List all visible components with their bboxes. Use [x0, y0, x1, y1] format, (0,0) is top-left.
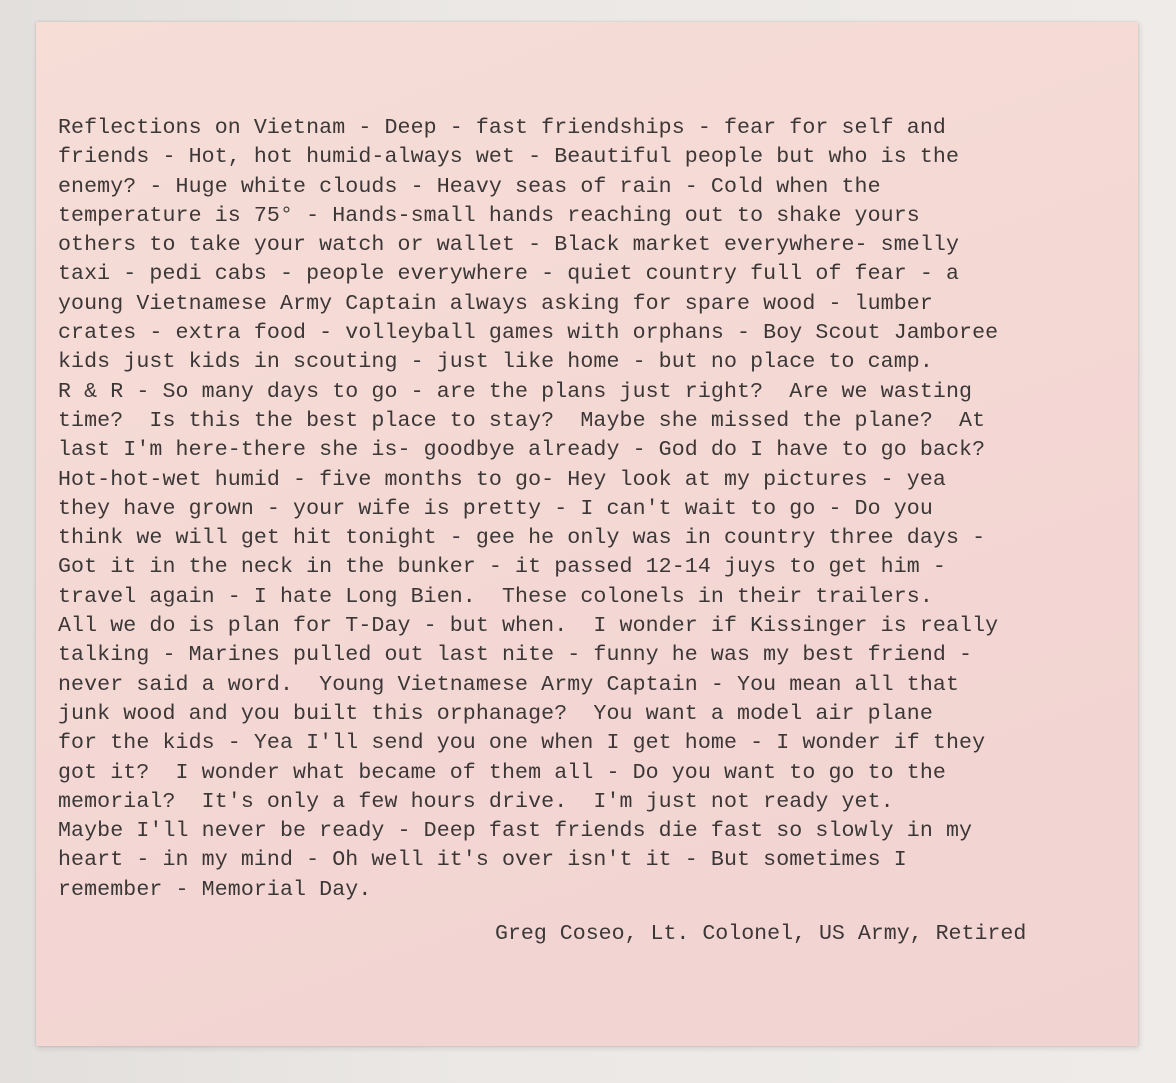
text-line: remember - Memorial Day. — [58, 877, 372, 902]
text-line: enemy? - Huge white clouds - Heavy seas of rain - Cold when the — [58, 174, 881, 199]
text-line: for the kids - Yea I'll send you one when I get home - I wonder if they — [58, 731, 986, 756]
text-line: Reflections on Vietnam - Deep - fast friendships - fear for self and — [58, 116, 946, 140]
text-line: talking - Marines pulled out last nite - funny he was my best friend - — [58, 643, 973, 668]
text-line: others to take your watch or wallet - Black market everywhere- smelly — [58, 233, 960, 258]
text-line: All we do is plan for T-Day - but when. I wonder if Kissinger is really — [58, 614, 999, 639]
text-line: Got it in the neck in the bunker - it passed 12-14 juys to get him - — [58, 555, 946, 580]
text-line: think we will get hit tonight - gee he only was in country three days - — [58, 526, 986, 551]
text-line: time? Is this the best place to stay? Maybe she missed the plane? At — [58, 408, 986, 433]
text-line: travel again - I hate Long Bien. These colonels in their trailers. — [58, 584, 933, 609]
text-line: R & R - So many days to go - are the plans just right? Are we wasting — [58, 379, 973, 404]
text-line: junk wood and you built this orphanage? You want a model air plane — [58, 701, 933, 726]
text-line: heart - in my mind - Oh well it's over isn't it - But sometimes I — [58, 848, 907, 873]
text-line: memorial? It's only a few hours drive. I'm just not ready yet. — [58, 789, 894, 814]
text-line: temperature is 75° - Hands-small hands reaching out to shake yours — [58, 203, 920, 228]
author-signature: Greg Coseo, Lt. Colonel, US Army, Retired — [495, 922, 1027, 946]
text-line: taxi - pedi cabs - people everywhere - quiet country full of fear - a — [58, 262, 960, 287]
text-line: kids just kids in scouting - just like home - but no place to camp. — [58, 350, 933, 375]
text-line: friends - Hot, hot humid-always wet - Beautiful people but who is the — [58, 145, 960, 170]
text-line: crates - extra food - volleyball games with orphans - Boy Scout Jamboree — [58, 321, 999, 346]
text-line: young Vietnamese Army Captain always asking for spare wood - lumber — [58, 291, 933, 316]
text-line: Hot-hot-wet humid - five months to go- Hey look at my pictures - yea — [58, 467, 946, 492]
text-line: Maybe I'll never be ready - Deep fast friends die fast so slowly in my — [58, 819, 973, 844]
text-line: last I'm here-there she is- goodbye already - God do I have to go back? — [58, 438, 986, 463]
text-line: got it? I wonder what became of them all - Do you want to go to the — [58, 760, 946, 785]
reflection-text — [58, 114, 1098, 905]
text-line: they have grown - your wife is pretty - I can't wait to go - Do you — [58, 496, 933, 521]
text-line: never said a word. Young Vietnamese Army Captain - You mean all that — [58, 672, 960, 697]
